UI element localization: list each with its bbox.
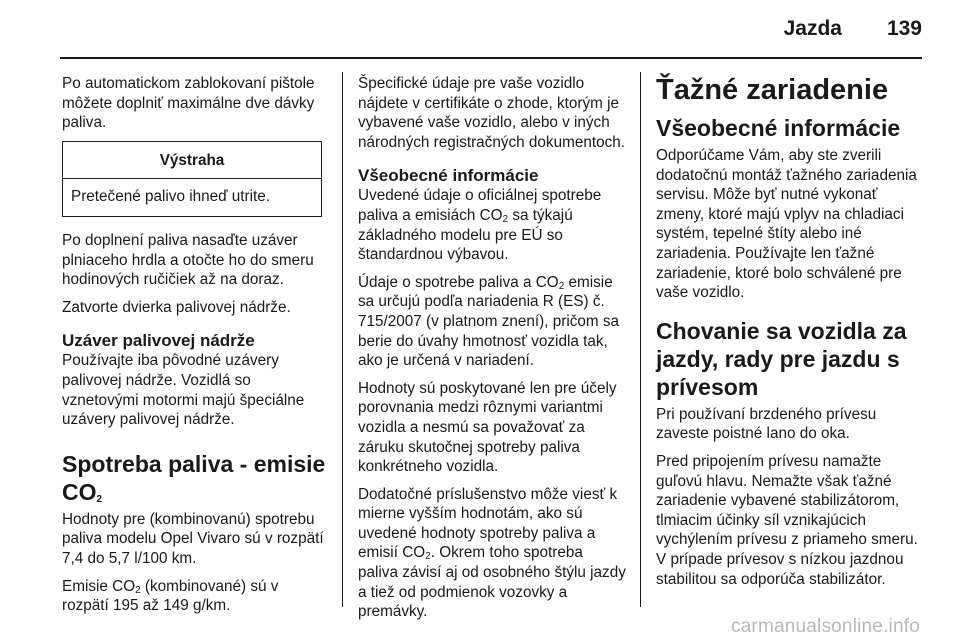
column-divider <box>640 72 641 607</box>
paragraph: Pred pripojením prívesu namažte guľovú hlavu. Nemažte však ťažné zariadenie vybavené stabilizátorom, tlmiacim účinky síl vznikajúcich vychýlením prívesu z priameho smeru. V prípade prívesov s nízkou jazdnou stabilitou sa odporúča stabilizátor. <box>656 452 918 588</box>
column-left <box>62 74 328 624</box>
paragraph: Emisie $CO_2$ (kombinované) sú v rozpätí 195 až 149 g/km. <box>62 577 279 615</box>
paragraph: Pri používaní brzdeného prívesu zaveste poistné lano do oka. <box>656 405 877 443</box>
page-header <box>0 0 960 58</box>
column-right <box>656 74 920 597</box>
heading-general-info: Všeobecné informácie <box>358 166 539 186</box>
paragraph: Po automatickom zablokovaní pištole môžete doplniť maximálne dve dávky paliva. <box>62 75 315 132</box>
header-rule <box>60 57 922 59</box>
watermark: carmanualsonline.info <box>730 616 920 637</box>
paragraph: Po doplnení paliva nasaďte uzáver plniaceho hrdla a otočte ho do smeru hodinových ručičiek až na doraz. <box>62 231 314 289</box>
heading-general-info: Všeobecné informácie <box>656 115 901 141</box>
column-middle <box>358 74 626 630</box>
heading-fuel-cap: Uzáver palivovej nádrže <box>62 331 255 351</box>
paragraph: Používajte iba pôvodné uzávery palivovej nádrže. Vozidlá so vznetovými motormi majú špeciálne uzávery palivovej nádrže. <box>62 352 305 429</box>
paragraph: Údaje o spotrebe paliva a $CO_2$ emisie sa určujú podľa nariadenia R (ES) č. 715/2007 (v platnom znení), pričom sa berie do úvahy hmotnosť vozidla tak, ako je určená v nariadení. <box>358 273 620 370</box>
warning-box <box>62 141 322 217</box>
warning-title: Výstraha <box>63 142 321 180</box>
paragraph: Zatvorte dvierka palivovej nádrže. <box>62 298 291 316</box>
section-title: Jazda <box>783 17 842 40</box>
paragraph: Špecifické údaje pre vaše vozidlo nájdete v certifikáte o zhode, ktorým je vybavené vaše vozidlo, alebo v iných národných registračných dokumentoch. <box>358 75 625 151</box>
paragraph: Dodatočné príslušenstvo môže viesť k mierne vyšším hodnotám, ako sú uvedené hodnoty spotreby paliva a emisií $CO_2$. Okrem toho spotreba paliva závisí aj od osobného štýlu jazdy a tiež od podmienok vozovky a premávky. <box>358 485 626 621</box>
page-number: 139 <box>886 17 922 40</box>
paragraph: Odporúčame Vám, aby ste zverili dodatočnú montáž ťažného zariadenia servisu. Môže byť nutné vykonať zmeny, ktoré majú vplyv na chladiaci systém, tepelné štíty alebo iné zariadenia. Používajte len ťažné zariadenie, ktoré bolo schválené pre vaše vozidlo. <box>656 147 917 302</box>
paragraph: Hodnoty pre (kombinovanú) spotrebu paliva modelu Opel Vivaro sú v rozpätí 7,4 do 5,7 l/100 km. <box>62 510 324 567</box>
heading-towing: Ťažné zariadenie <box>656 74 889 106</box>
paragraph: Uvedené údaje o oficiálnej spotrebe paliva a emisiách $CO_2$ sa týkajú základného modelu pre EÚ so štandardnou výbavou. <box>358 187 602 264</box>
warning-text: Pretečené palivo ihneď utrite. <box>71 188 271 206</box>
column-divider <box>342 72 343 607</box>
heading-driving-with-trailer: Chovanie sa vozidla za jazdy, rady pre jazdu s prívesom <box>656 317 907 400</box>
heading-fuel-consumption: Spotreba paliva - emisie $CO_2$ <box>62 450 326 505</box>
paragraph: Hodnoty sú poskytované len pre účely porovnania medzi rôznymi variantmi vozidla a nesmú sa považovať za záruku skutočnej spotreby paliva konkrétneho vozidla. <box>358 379 617 476</box>
